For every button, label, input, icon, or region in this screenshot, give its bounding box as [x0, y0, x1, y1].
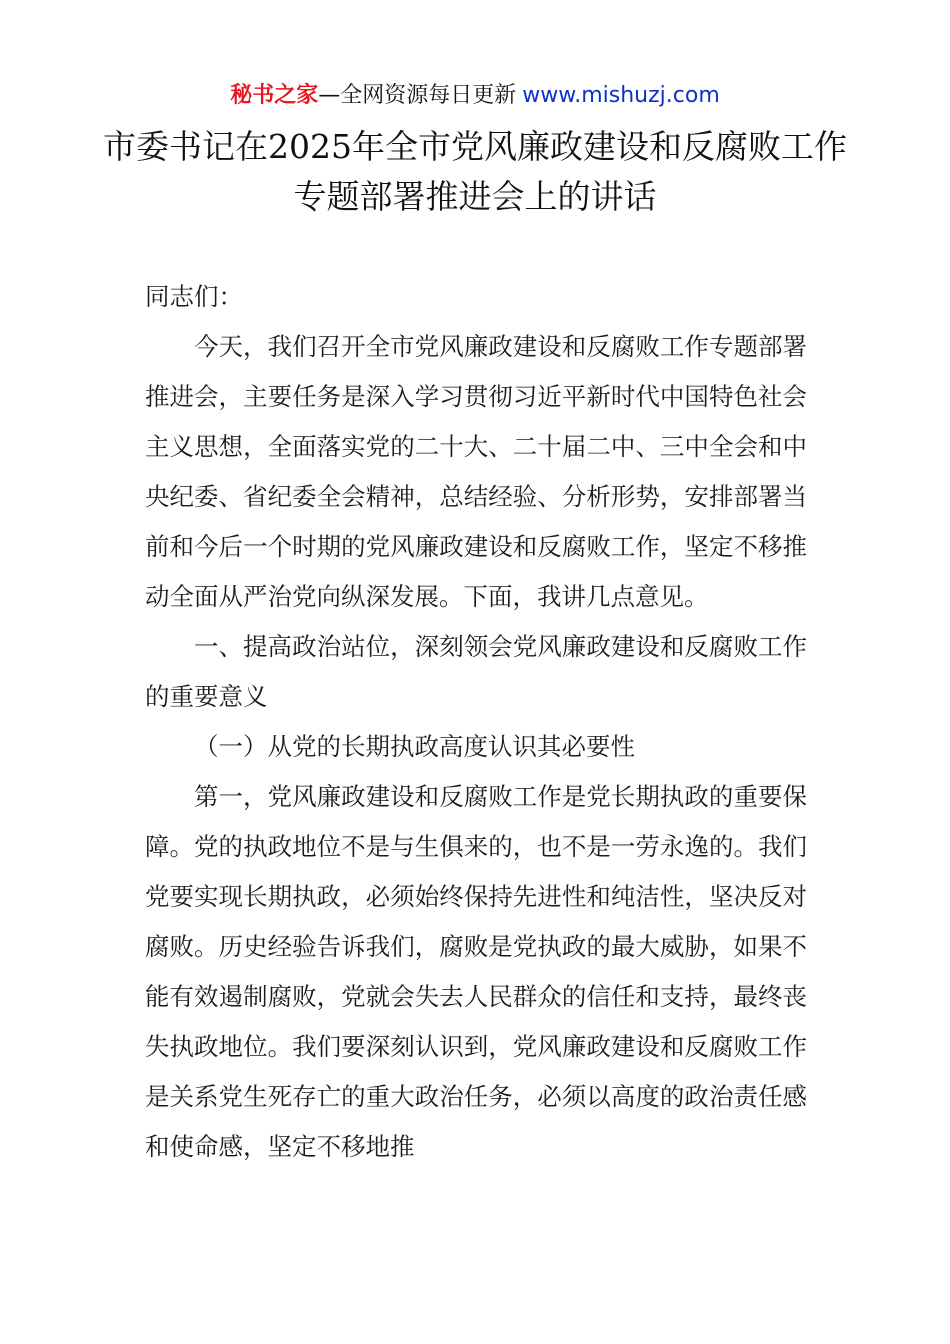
watermark-brand: 秘书之家 [230, 83, 319, 108]
subsection-1-heading: （一）从党的长期执政高度认识其必要性 [194, 732, 635, 761]
paragraph-first: 第一，党风廉政建设和反腐败工作是党长期执政的重要保障。党的执政地位不是与生俱来的，也不是一劳永逸的。我们党要实现长期执政，必须始终保持先进性和纯洁性，坚决反对腐败。历史经验告诉我们，腐败是党执政的最大威胁，如果不能有效遏制腐败，党就会失去人民群众的信任和支持，最终丧失执政地位。我们要深刻认识到，党风廉政建设和反腐败工作是关系党生死存亡的重大政治任务，必须以高度的政治责任感和使命感，坚定不移地推 [145, 782, 807, 1161]
document-body [145, 272, 807, 1172]
intro-paragraph: 今天，我们召开全市党风廉政建设和反腐败工作专题部署推进会，主要任务是深入学习贯彻习近平新时代中国特色社会主义思想，全面落实党的二十大、二十届二中、三中全会和中央纪委、省纪委全会精神，总结经验、分析形势，安排部署当前和今后一个时期的党风廉政建设和反腐败工作，坚定不移推动全面从严治党向纵深发展。下面，我讲几点意见。 [145, 332, 807, 611]
section-1-heading: 一、提高政治站位，深刻领会党风廉政建设和反腐败工作的重要意义 [145, 632, 807, 711]
watermark-dash: — [318, 83, 341, 108]
watermark-slogan: 全网资源每日更新 [340, 83, 517, 108]
watermark-url-link[interactable]: www.mishuzj.com [522, 83, 720, 108]
site-watermark-header [0, 80, 950, 112]
document-title: 市委书记在2025年全市党风廉政建设和反腐败工作专题部署推进会上的讲话 [103, 127, 847, 216]
salutation: 同志们： [145, 282, 243, 311]
